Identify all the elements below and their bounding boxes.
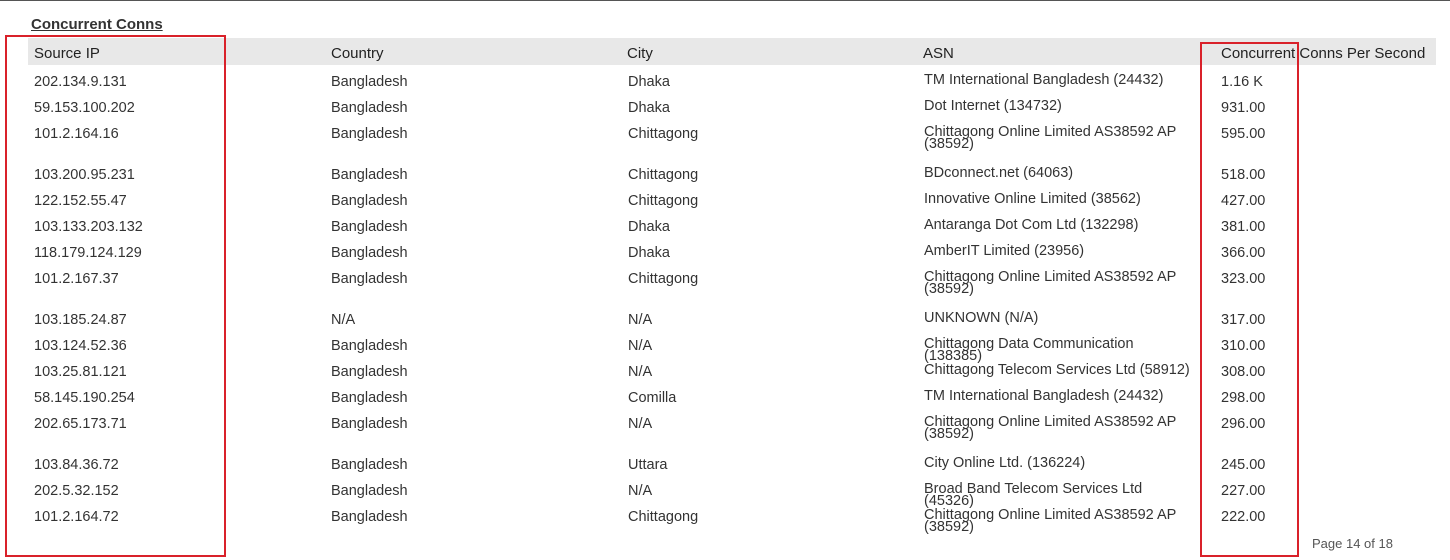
cell-asn: Chittagong Online Limited AS38592 AP (38592) — [924, 124, 1177, 152]
source-ip-highlight-box — [5, 35, 226, 557]
cell-conns-per-second: 518.00 — [1221, 167, 1266, 183]
cell-asn: AmberIT Limited (23956) — [924, 243, 1085, 259]
cell-source-ip: 101.2.164.72 — [34, 509, 119, 525]
cell-source-ip: 202.65.173.71 — [34, 416, 127, 432]
cell-source-ip: 118.179.124.129 — [34, 245, 142, 261]
top-border-line — [0, 0, 1450, 1]
cell-country: Bangladesh — [331, 364, 408, 380]
cell-asn: Chittagong Online Limited AS38592 AP (38592) — [924, 414, 1177, 442]
cell-country: Bangladesh — [331, 390, 408, 406]
cell-country: Bangladesh — [331, 416, 408, 432]
cell-asn: Chittagong Data Communication (138385) — [924, 336, 1134, 364]
column-header-city[interactable]: City — [627, 45, 653, 62]
cell-country: Bangladesh — [331, 457, 408, 473]
cell-country: Bangladesh — [331, 100, 408, 116]
cell-asn: TM International Bangladesh (24432) — [924, 72, 1164, 88]
cell-conns-per-second: 317.00 — [1221, 312, 1266, 328]
column-header-country[interactable]: Country — [331, 45, 384, 62]
conns-column-highlight-box — [1200, 42, 1299, 557]
cell-source-ip: 101.2.164.16 — [34, 126, 119, 142]
cell-country: Bangladesh — [331, 74, 408, 90]
cell-country: Bangladesh — [331, 219, 408, 235]
cell-asn: Antaranga Dot Com Ltd (132298) — [924, 217, 1139, 233]
cell-source-ip: 103.25.81.121 — [34, 364, 127, 380]
cell-asn: TM International Bangladesh (24432) — [924, 388, 1164, 404]
cell-conns-per-second: 245.00 — [1221, 457, 1266, 473]
cell-conns-per-second: 298.00 — [1221, 390, 1266, 406]
cell-conns-per-second: 427.00 — [1221, 193, 1266, 209]
cell-conns-per-second: 227.00 — [1221, 483, 1266, 499]
cell-country: Bangladesh — [331, 193, 408, 209]
column-header-source-ip[interactable]: Source IP — [34, 45, 100, 62]
cell-asn: Chittagong Online Limited AS38592 AP (38592) — [924, 507, 1177, 535]
cell-source-ip: 202.5.32.152 — [34, 483, 119, 499]
cell-conns-per-second: 381.00 — [1221, 219, 1266, 235]
column-header-asn[interactable]: ASN — [923, 45, 954, 62]
cell-country: Bangladesh — [331, 338, 408, 354]
cell-city: Dhaka — [628, 245, 670, 261]
cell-country: Bangladesh — [331, 245, 408, 261]
cell-conns-per-second: 310.00 — [1221, 338, 1266, 354]
cell-city: Chittagong — [628, 167, 699, 183]
page-number: Page 14 of 18 — [1312, 536, 1393, 551]
cell-country: N/A — [331, 312, 356, 328]
cell-asn: UNKNOWN (N/A) — [924, 310, 1039, 326]
cell-city: Chittagong — [628, 126, 699, 142]
cell-city: N/A — [628, 312, 653, 328]
cell-source-ip: 103.133.203.132 — [34, 219, 143, 235]
cell-conns-per-second: 1.16 K — [1221, 74, 1263, 90]
cell-city: N/A — [628, 416, 653, 432]
cell-source-ip: 101.2.167.37 — [34, 271, 119, 287]
cell-conns-per-second: 308.00 — [1221, 364, 1266, 380]
cell-conns-per-second: 296.00 — [1221, 416, 1266, 432]
section-title: Concurrent Conns — [31, 16, 163, 33]
cell-conns-per-second: 366.00 — [1221, 245, 1266, 261]
cell-conns-per-second: 595.00 — [1221, 126, 1266, 142]
cell-city: Dhaka — [628, 74, 670, 90]
cell-source-ip: 59.153.100.202 — [34, 100, 135, 116]
cell-asn: Dot Internet (134732) — [924, 98, 1062, 114]
column-header-conns-per-second[interactable]: Concurrent Conns Per Second — [1221, 45, 1426, 62]
cell-city: N/A — [628, 338, 653, 354]
cell-city: Dhaka — [628, 219, 670, 235]
cell-source-ip: 103.200.95.231 — [34, 167, 135, 183]
cell-country: Bangladesh — [331, 126, 408, 142]
cell-source-ip: 103.185.24.87 — [34, 312, 127, 328]
cell-conns-per-second: 222.00 — [1221, 509, 1266, 525]
cell-country: Bangladesh — [331, 509, 408, 525]
cell-city: Dhaka — [628, 100, 670, 116]
cell-city: Chittagong — [628, 509, 699, 525]
cell-country: Bangladesh — [331, 483, 408, 499]
cell-asn: BDconnect.net (64063) — [924, 165, 1074, 181]
cell-city: Chittagong — [628, 193, 699, 209]
cell-source-ip: 202.134.9.131 — [34, 74, 127, 90]
cell-asn: City Online Ltd. (136224) — [924, 455, 1086, 471]
cell-conns-per-second: 323.00 — [1221, 271, 1266, 287]
cell-source-ip: 103.124.52.36 — [34, 338, 127, 354]
cell-country: Bangladesh — [331, 167, 408, 183]
cell-asn: Innovative Online Limited (38562) — [924, 191, 1141, 207]
cell-asn: Chittagong Online Limited AS38592 AP (38592) — [924, 269, 1177, 297]
cell-city: N/A — [628, 364, 653, 380]
cell-city: Comilla — [628, 390, 677, 406]
cell-city: Chittagong — [628, 271, 699, 287]
cell-asn: Chittagong Telecom Services Ltd (58912) — [924, 362, 1190, 378]
cell-asn: Broad Band Telecom Services Ltd (45326) — [924, 481, 1143, 509]
cell-city: N/A — [628, 483, 653, 499]
cell-source-ip: 103.84.36.72 — [34, 457, 119, 473]
cell-source-ip: 122.152.55.47 — [34, 193, 127, 209]
cell-city: Uttara — [628, 457, 668, 473]
cell-conns-per-second: 931.00 — [1221, 100, 1266, 116]
cell-country: Bangladesh — [331, 271, 408, 287]
cell-source-ip: 58.145.190.254 — [34, 390, 135, 406]
